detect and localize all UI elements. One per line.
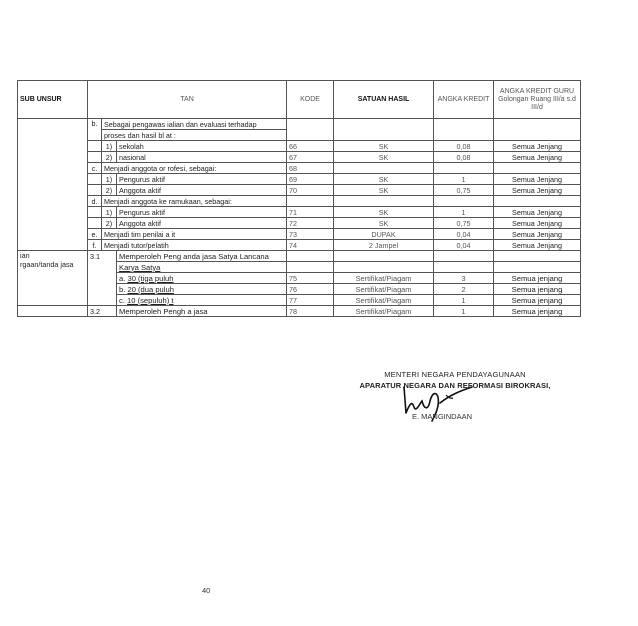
item-number: b. xyxy=(88,119,102,141)
table-row xyxy=(18,306,581,317)
satuan-value: 2 Jampel xyxy=(334,240,434,251)
kode-value: 71 xyxy=(287,207,334,218)
sub-item-text: 30 (tiga puluh xyxy=(127,273,174,283)
jenjang-value: Semua Jenjang xyxy=(494,141,581,152)
table-row xyxy=(18,251,581,262)
sub-item-text: 20 (dua puluh xyxy=(127,284,174,294)
header-satuan-hasil: SATUAN HASIL xyxy=(334,81,434,119)
item-text: Karya Satya xyxy=(117,262,287,273)
item-text: Menjadi tutor/pelatih xyxy=(102,240,287,251)
table-row xyxy=(18,174,581,185)
table-row xyxy=(18,218,581,229)
table-row xyxy=(18,141,581,152)
table-row xyxy=(18,119,581,130)
angka-kredit-value: 0,04 xyxy=(434,229,494,240)
table-row xyxy=(18,163,581,174)
item-text: Menjadi anggota or rofesi, sebagai: xyxy=(102,163,287,174)
table-header xyxy=(18,81,581,119)
kode-value: 73 xyxy=(287,229,334,240)
satuan-value: SK xyxy=(334,152,434,163)
angka-kredit-value: 3 xyxy=(434,273,494,284)
sub-unsur-cell xyxy=(18,119,88,251)
satuan-value: SK xyxy=(334,141,434,152)
sub-item-text: Pengurus aktif xyxy=(117,174,287,185)
angka-kredit-value: 0,04 xyxy=(434,240,494,251)
item-text: Sebagai pengawas ialian dan evaluasi terhadap xyxy=(102,119,287,130)
table-row xyxy=(18,229,581,240)
jenjang-value: Semua Jenjang xyxy=(494,218,581,229)
header-angka-kredit-guru: ANGKA KREDIT GURU Golongan Ruang III/a s.d III/d xyxy=(494,81,581,119)
sub-item-number: a. xyxy=(119,273,126,283)
angka-kredit-value: 1 xyxy=(434,174,494,185)
satuan-value: DUPAK xyxy=(334,229,434,240)
kode-value: 78 xyxy=(287,306,334,317)
sub-item-number: c. xyxy=(119,295,125,305)
item-number: e. xyxy=(88,229,102,240)
table-row xyxy=(18,152,581,163)
jenjang-value: Semua jenjang xyxy=(494,306,581,317)
kode-value: 70 xyxy=(287,185,334,196)
sub-item-number: 1) xyxy=(102,174,117,185)
sub-item-text: sekolah xyxy=(117,141,287,152)
jenjang-value: Semua Jenjang xyxy=(494,240,581,251)
jenjang-value: Semua Jenjang xyxy=(494,152,581,163)
sub-item-number: 1) xyxy=(102,207,117,218)
angka-kredit-value: 0,75 xyxy=(434,185,494,196)
item-text: Menjadi tim penilai a it xyxy=(102,229,287,240)
satuan-value: SK xyxy=(334,218,434,229)
sub-item-text: Anggota aktif xyxy=(117,218,287,229)
jenjang-value: Semua Jenjang xyxy=(494,207,581,218)
sub-item-text: nasional xyxy=(117,152,287,163)
kode-value: 67 xyxy=(287,152,334,163)
sub-item-text: 10 (sepuluh) t xyxy=(127,295,174,305)
kode-value: 74 xyxy=(287,240,334,251)
angka-kredit-value: 0,08 xyxy=(434,152,494,163)
header-sub-unsur: SUB UNSUR xyxy=(18,81,88,119)
kode-value: 75 xyxy=(287,273,334,284)
sub-item-text: Anggota aktif xyxy=(117,185,287,196)
angka-kredit-value: 1 xyxy=(434,306,494,317)
satuan-value: SK xyxy=(334,185,434,196)
table-row xyxy=(18,185,581,196)
satuan-value: Sertifikat/Piagam xyxy=(334,284,434,295)
credit-table xyxy=(17,80,581,317)
sub-item-number: 2) xyxy=(102,185,117,196)
section-number: 3.2 xyxy=(88,306,117,317)
item-text: Memperoleh Peng anda jasa Satya Lancana xyxy=(117,251,287,262)
satuan-value: Sertifikat/Piagam xyxy=(334,295,434,306)
sub-item-number: 2) xyxy=(102,218,117,229)
kode-value: 76 xyxy=(287,284,334,295)
jenjang-value: Semua jenjang xyxy=(494,273,581,284)
jenjang-value: Semua Jenjang xyxy=(494,185,581,196)
angka-kredit-value: 0,75 xyxy=(434,218,494,229)
sub-item-number: 2) xyxy=(102,152,117,163)
angka-kredit-value: 1 xyxy=(434,295,494,306)
jenjang-value: Semua jenjang xyxy=(494,295,581,306)
table-row xyxy=(18,207,581,218)
item-text: proses dan hasil bl at : xyxy=(102,130,287,141)
satuan-value: SK xyxy=(334,174,434,185)
kode-value: 69 xyxy=(287,174,334,185)
satuan-value: Sertifikat/Piagam xyxy=(334,306,434,317)
jenjang-value: Semua jenjang xyxy=(494,284,581,295)
kode-value: 68 xyxy=(287,163,334,174)
section-number-cell xyxy=(88,251,117,306)
angka-kredit-value: 0,08 xyxy=(434,141,494,152)
sub-item-number: b. xyxy=(119,284,126,294)
header-angka-kredit: ANGKA KREDIT xyxy=(434,81,494,119)
kode-value: 66 xyxy=(287,141,334,152)
section-number: 3.1 xyxy=(90,252,100,261)
sub-unsur-penghargaan xyxy=(18,251,88,306)
sub-unsur-text: rgaan/tanda jasa xyxy=(20,260,74,269)
kode-value: 77 xyxy=(287,295,334,306)
item-text: Memperoleh Pengh a jasa xyxy=(117,306,287,317)
item-text: Menjadi anggota ke ramukaan, sebagai: xyxy=(102,196,287,207)
angka-kredit-value: 2 xyxy=(434,284,494,295)
table-row xyxy=(18,196,581,207)
sub-item-text: Pengurus aktif xyxy=(117,207,287,218)
angka-kredit-value: 1 xyxy=(434,207,494,218)
header-tan: TAN xyxy=(88,81,287,119)
page-number: 40 xyxy=(202,586,211,595)
kode-value: 72 xyxy=(287,218,334,229)
item-number: d. xyxy=(88,196,102,207)
header-kode: KODE xyxy=(287,81,334,119)
item-number: c. xyxy=(88,163,102,174)
satuan-value: Sertifikat/Piagam xyxy=(334,273,434,284)
item-number: f. xyxy=(88,240,102,251)
signature-title-line1: MENTERI NEGARA PENDAYAGUNAAN xyxy=(384,370,526,379)
signer-name: E. MANGINDAAN xyxy=(412,412,473,421)
signature-title-line2: APARATUR NEGARA DAN REFORMASI BIROKRASI, xyxy=(359,381,551,390)
sub-unsur-text: ian xyxy=(20,251,30,260)
satuan-value: SK xyxy=(334,207,434,218)
jenjang-value: Semua Jenjang xyxy=(494,174,581,185)
sub-item-number: 1) xyxy=(102,141,117,152)
jenjang-value: Semua Jenjang xyxy=(494,229,581,240)
table-row xyxy=(18,240,581,251)
